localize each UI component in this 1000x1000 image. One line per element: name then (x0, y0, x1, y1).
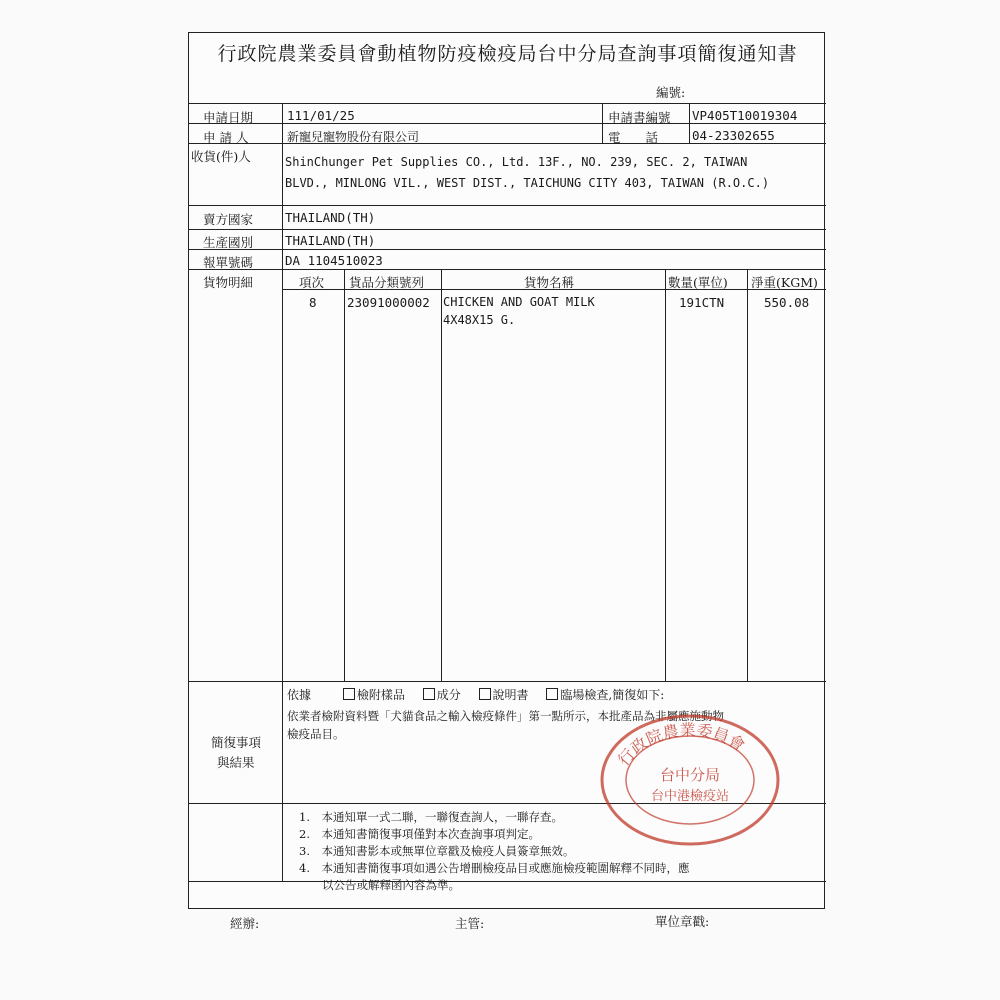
rule (282, 103, 283, 881)
app-no-value: VP405T10019304 (692, 108, 798, 123)
consignee-line-1: ShinChunger Pet Supplies CO., Ltd. 13F., NO. 239, SEC. 2, TAIWAN (285, 155, 748, 169)
apply-date-value: 111/01/25 (287, 108, 355, 123)
rule (344, 269, 345, 681)
applicant-value: 新寵兒寵物股份有限公司 (287, 130, 420, 144)
rule (602, 103, 603, 143)
phone-label: 電 話 (608, 130, 659, 145)
reply-label-2: 與結果 (217, 755, 255, 770)
seller-country-value: THAILAND(TH) (285, 210, 376, 225)
apply-date-label: 申請日期 (203, 110, 254, 125)
table-cell-code: 23091000002 (347, 295, 430, 310)
basis-label: 依據 (287, 688, 312, 702)
checkbox-icon (343, 688, 355, 700)
origin-value: THAILAND(TH) (285, 233, 376, 248)
consignee-line-2: BLVD., MINLONG VIL., WEST DIST., TAICHUNG CITY 403, TAIWAN (R.O.C.) (285, 176, 770, 190)
unit-seal-label: 單位章戳: (655, 914, 710, 929)
official-seal-stamp (590, 700, 790, 850)
rule (689, 103, 690, 143)
declaration-label: 報單號碼 (203, 255, 254, 270)
reply-text-line-2: 檢疫品目。 (287, 727, 345, 741)
option-sample: 檢附樣品 (343, 686, 405, 703)
goods-header-item: 項次 (299, 275, 325, 290)
seal-outer-text: 行政院農業委員會 (614, 720, 749, 770)
checkbox-icon (423, 688, 435, 700)
rule (189, 205, 826, 206)
checkbox-icon (479, 688, 491, 700)
seller-country-label: 賣方國家 (203, 212, 254, 227)
table-cell-qty: 191CTN (679, 295, 725, 310)
option-ingredients: 成分 (423, 686, 461, 703)
rule (189, 249, 826, 250)
declaration-value: DA 1104510023 (285, 253, 383, 268)
rule (189, 681, 826, 682)
note-4-continued: 以公告或解釋函內容為準。 (299, 878, 460, 892)
rule (189, 881, 826, 882)
phone-value: 04-23302655 (692, 128, 775, 143)
option-onsite: 臨場檢查,簡復如下: (546, 686, 664, 703)
note-4: 4. 本通知書簡復事項如遇公告增刪檢疫品目或應施檢疫範圍解釋不同時，應 (299, 861, 690, 875)
applicant-label: 申 請 人 (203, 130, 249, 145)
supervisor-label: 主管: (455, 916, 485, 931)
rule (189, 143, 826, 144)
seal-line-2: 台中港檢疫站 (650, 789, 730, 804)
serial-label: 編號: (656, 85, 686, 100)
goods-header-code: 貨品分類號列 (349, 275, 425, 290)
origin-label: 生產國別 (203, 235, 254, 250)
goods-header-name: 貨物名稱 (524, 275, 575, 290)
reply-text-line-1: 依業者檢附資料暨「犬貓食品之輸入檢疫條件」第一點所示，本批產品為非屬應施動物 (287, 709, 724, 723)
consignee-label: 收貨(件)人 (191, 149, 251, 164)
goods-label: 貨物明細 (203, 275, 254, 290)
rule (665, 269, 666, 681)
handler-label: 經辦: (230, 916, 260, 931)
table-cell-weight: 550.08 (764, 295, 810, 310)
reply-label-1: 簡復事項 (211, 735, 262, 750)
note-1: 1. 本通知單一式二聯，一聯復查詢人，一聯存查。 (299, 810, 563, 824)
table-cell-name-line-2: 4X48X15 G. (443, 313, 516, 327)
document-title: 行政院農業委員會動植物防疫檢疫局台中分局查詢事項簡復通知書 (217, 43, 798, 65)
rule (747, 269, 748, 681)
seal-line-1: 台中分局 (659, 766, 721, 784)
rule (189, 269, 826, 270)
table-cell-name-line-1: CHICKEN AND GOAT MILK (443, 295, 595, 309)
checkbox-icon (546, 688, 558, 700)
table-cell-item: 8 (309, 295, 317, 310)
goods-header-weight: 淨重(KGM) (751, 275, 818, 290)
goods-header-qty: 數量(單位) (668, 275, 728, 290)
rule (189, 123, 826, 124)
rule (189, 229, 826, 230)
rule (441, 269, 442, 681)
rule (189, 103, 826, 104)
note-2: 2. 本通知書簡復事項僅對本次查詢事項判定。 (299, 827, 540, 841)
option-manual: 說明書 (479, 686, 529, 703)
app-no-label: 申請書編號 (608, 110, 671, 125)
note-3: 3. 本通知書影本或無單位章戳及檢疫人員簽章無效。 (299, 844, 575, 858)
